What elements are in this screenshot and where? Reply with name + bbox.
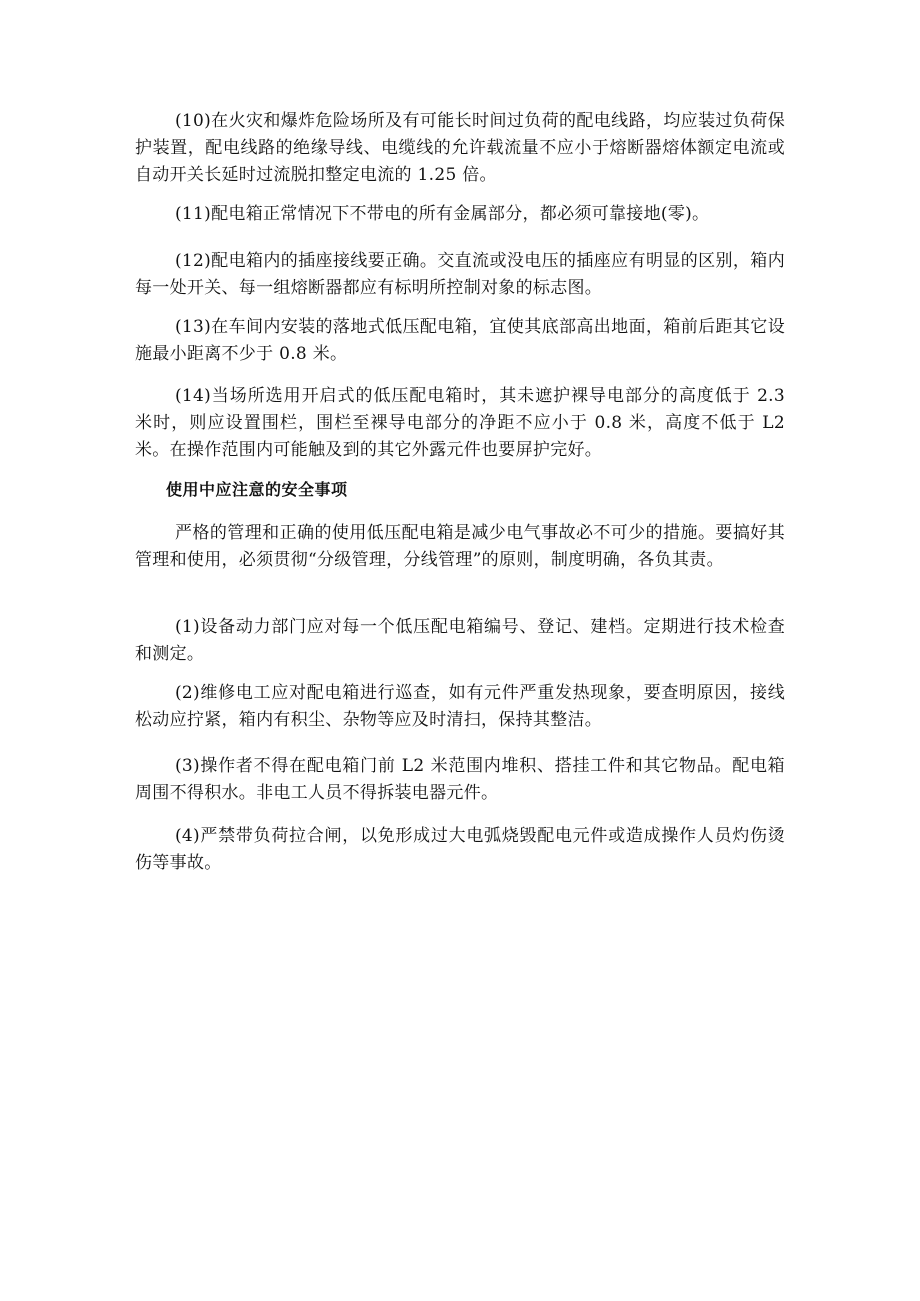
paragraph-12-socket-wiring: (12)配电箱内的插座接线要正确。交直流或没电压的插座应有明显的区别，箱内每一处开关、每一组熔断器都应有标明所控制对象的标志图。 [135,251,785,298]
paragraph-10-overload-protection: (10)在火灾和爆炸危险场所及有可能长时间过负荷的配电线路，均应装过负荷保护装置，配电线路的绝缘导线、电缆线的允许载流量不应小于熔断器熔体额定电流或自动开关长延时过流脱扣整定电流的 1.25 倍。 [135,111,785,185]
paragraph-14-open-type-box: (14)当场所选用开启式的低压配电箱时，其未遮护裸导电部分的高度低于 2.3 米时，则应设置围栏，围栏至裸导电部分的净距不应小于 0.8 米，高度不低于 L2 米。在操作范围内可能触及到的其它外露元件也要屏护完好。 [135,386,785,460]
section-heading: 使用中应注意的安全事项 [166,480,348,499]
paragraph-13-floor-mounted-box: (13)在车间内安装的落地式低压配电箱，宜使其底部高出地面，箱前后距其它设施最小距离不少于 0.8 米。 [135,317,785,364]
paragraph-intro-management: 严格的管理和正确的使用低压配电箱是减少电气事故必不可少的措施。要搞好其管理和使用，必须贯彻“分级管理，分线管理”的原则，制度明确，各负其责。 [135,523,785,570]
paragraph-2-inspection: (2)维修电工应对配电箱进行巡查，如有元件严重发热现象，要查明原因，接线松动应拧紧，箱内有积尘、杂物等应及时清扫，保持其整洁。 [135,683,785,730]
paragraph-3-clearance: (3)操作者不得在配电箱门前 L2 米范围内堆积、搭挂工件和其它物品。配电箱周围不得积水。非电工人员不得拆装电器元件。 [135,756,785,803]
paragraph-11-grounding: (11)配电箱正常情况下不带电的所有金属部分，都必须可靠接地(零)。 [175,204,710,224]
paragraph-4-load-switching: (4)严禁带负荷拉合闸，以免形成过大电弧烧毁配电元件或造成操作人员灼伤烫伤等事故。 [135,826,785,873]
paragraph-1-registration: (1)设备动力部门应对每一个低压配电箱编号、登记、建档。定期进行技术检查和测定。 [135,617,785,664]
